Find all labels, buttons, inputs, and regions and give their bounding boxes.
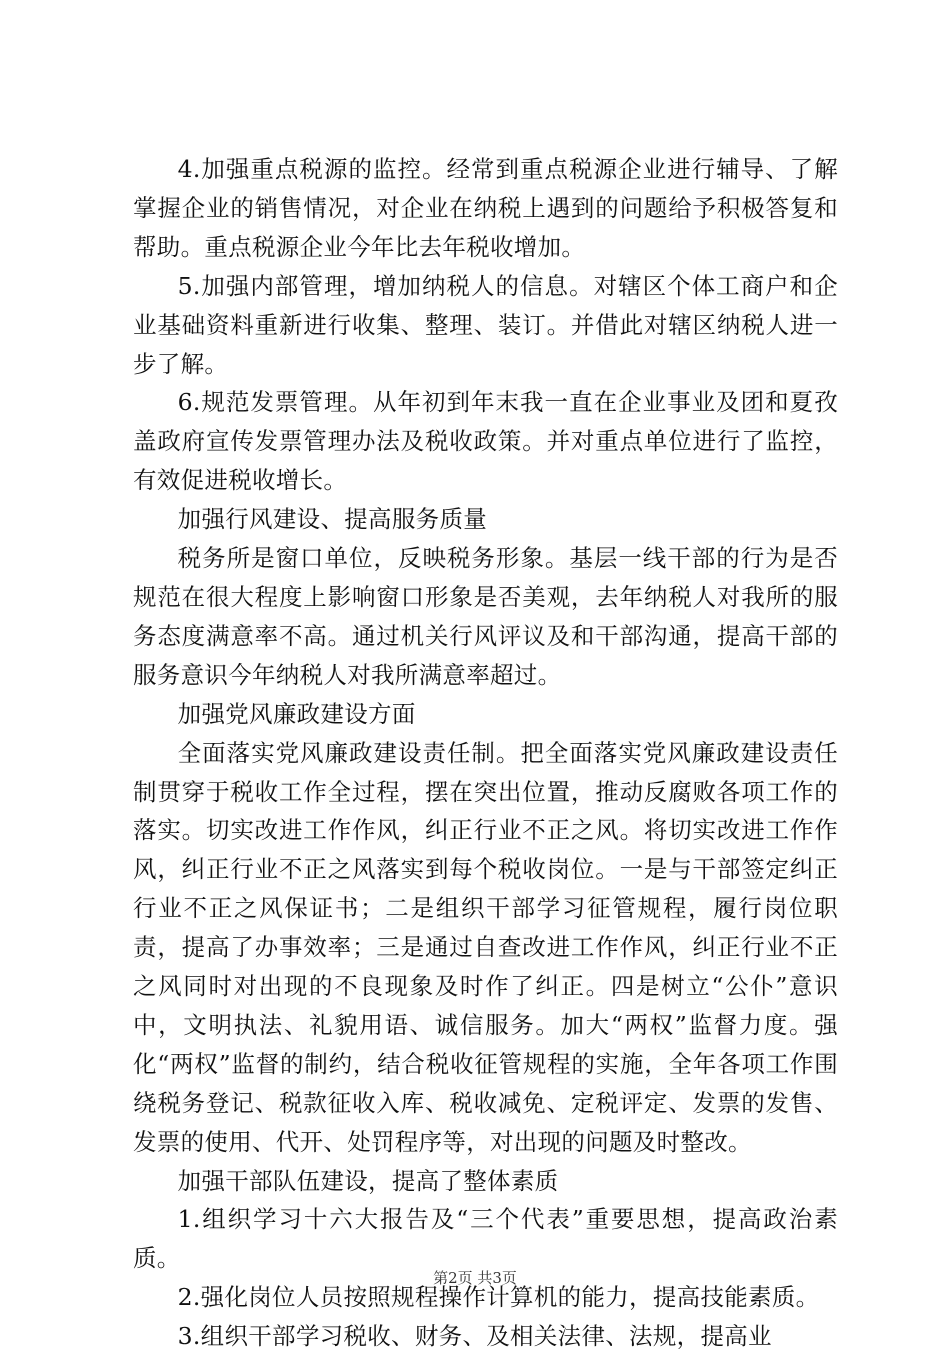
page-footer: 第2页 共3页 [433,1269,517,1287]
paragraph-political-study: 1.组织学习十六大报告及“三个代表”重要思想，提高政治素质。 [133,1205,838,1273]
heading-service-quality: 加强行风建设、提高服务质量 [177,505,488,534]
paragraph-law-study: 3.组织干部学习税收、财务、及相关法律、法规，提高业 [177,1322,772,1351]
heading-party-integrity: 加强党风廉政建设方面 [177,699,416,728]
paragraph-internal-management: 5.加强内部管理，增加纳税人的信息。对辖区个体工商户和企业基础资料重新进行收集、整理、装订。并借此对辖区纳税人进一步了解。 [133,271,838,378]
heading-team-building: 加强干部队伍建设，提高了整体素质 [177,1166,559,1195]
paragraph-invoice-management: 6.规范发票管理。从年初到年末我一直在企业事业及团和夏孜盖政府宣传发票管理办法及税收政策。并对重点单位进行了监控，有效促进税收增长。 [133,388,838,495]
paragraph-service-quality: 税务所是窗口单位，反映税务形象。基层一线干部的行为是否规范在很大程度上影响窗口形象是否美观，去年纳税人对我所的服务态度满意率不高。通过机关行风评议及和干部沟通，提高干部的服务意识今年纳税人对我所满意率超过。 [133,544,838,689]
paragraph-key-tax-source: 4.加强重点税源的监控。经常到重点税源企业进行辅导、了解掌握企业的销售情况，对企业在纳税上遇到的问题给予积极答复和帮助。重点税源企业今年比去年税收增加。 [133,155,838,261]
paragraph-party-integrity: 全面落实党风廉政建设责任制。把全面落实党风廉政建设责任制贯穿于税收工作全过程，摆在突出位置，推动反腐败各项工作的落实。切实改进工作作风，纠正行业不正之风。将切实改进工作作风，纠正行业不正之风落实到每个税收岗位。一是与干部签定纠正行业不正之风保证书；二是组织干部学习征管规程，履行岗位职责，提高了办事效率；三是通过自查改进工作作风，纠正行业不正之风同时对出现的不良现象及时作了纠正。四是树立“公仆”意识中，文明执法、礼貌用语、诚信服务。加大“两权”监督力度。强化“两权”监督的制约，结合税收征管规程的实施，全年各项工作围绕税务登记、税款征收入库、税收减免、定税评定、发票的发售、发票的使用、代开、处罚程序等，对出现的问题及时整改。 [133,738,838,1156]
document-body [133,150,838,1356]
paragraph-computer-skills: 2.强化岗位人员按照规程操作计算机的能力，提高技能素质。 [177,1283,820,1312]
